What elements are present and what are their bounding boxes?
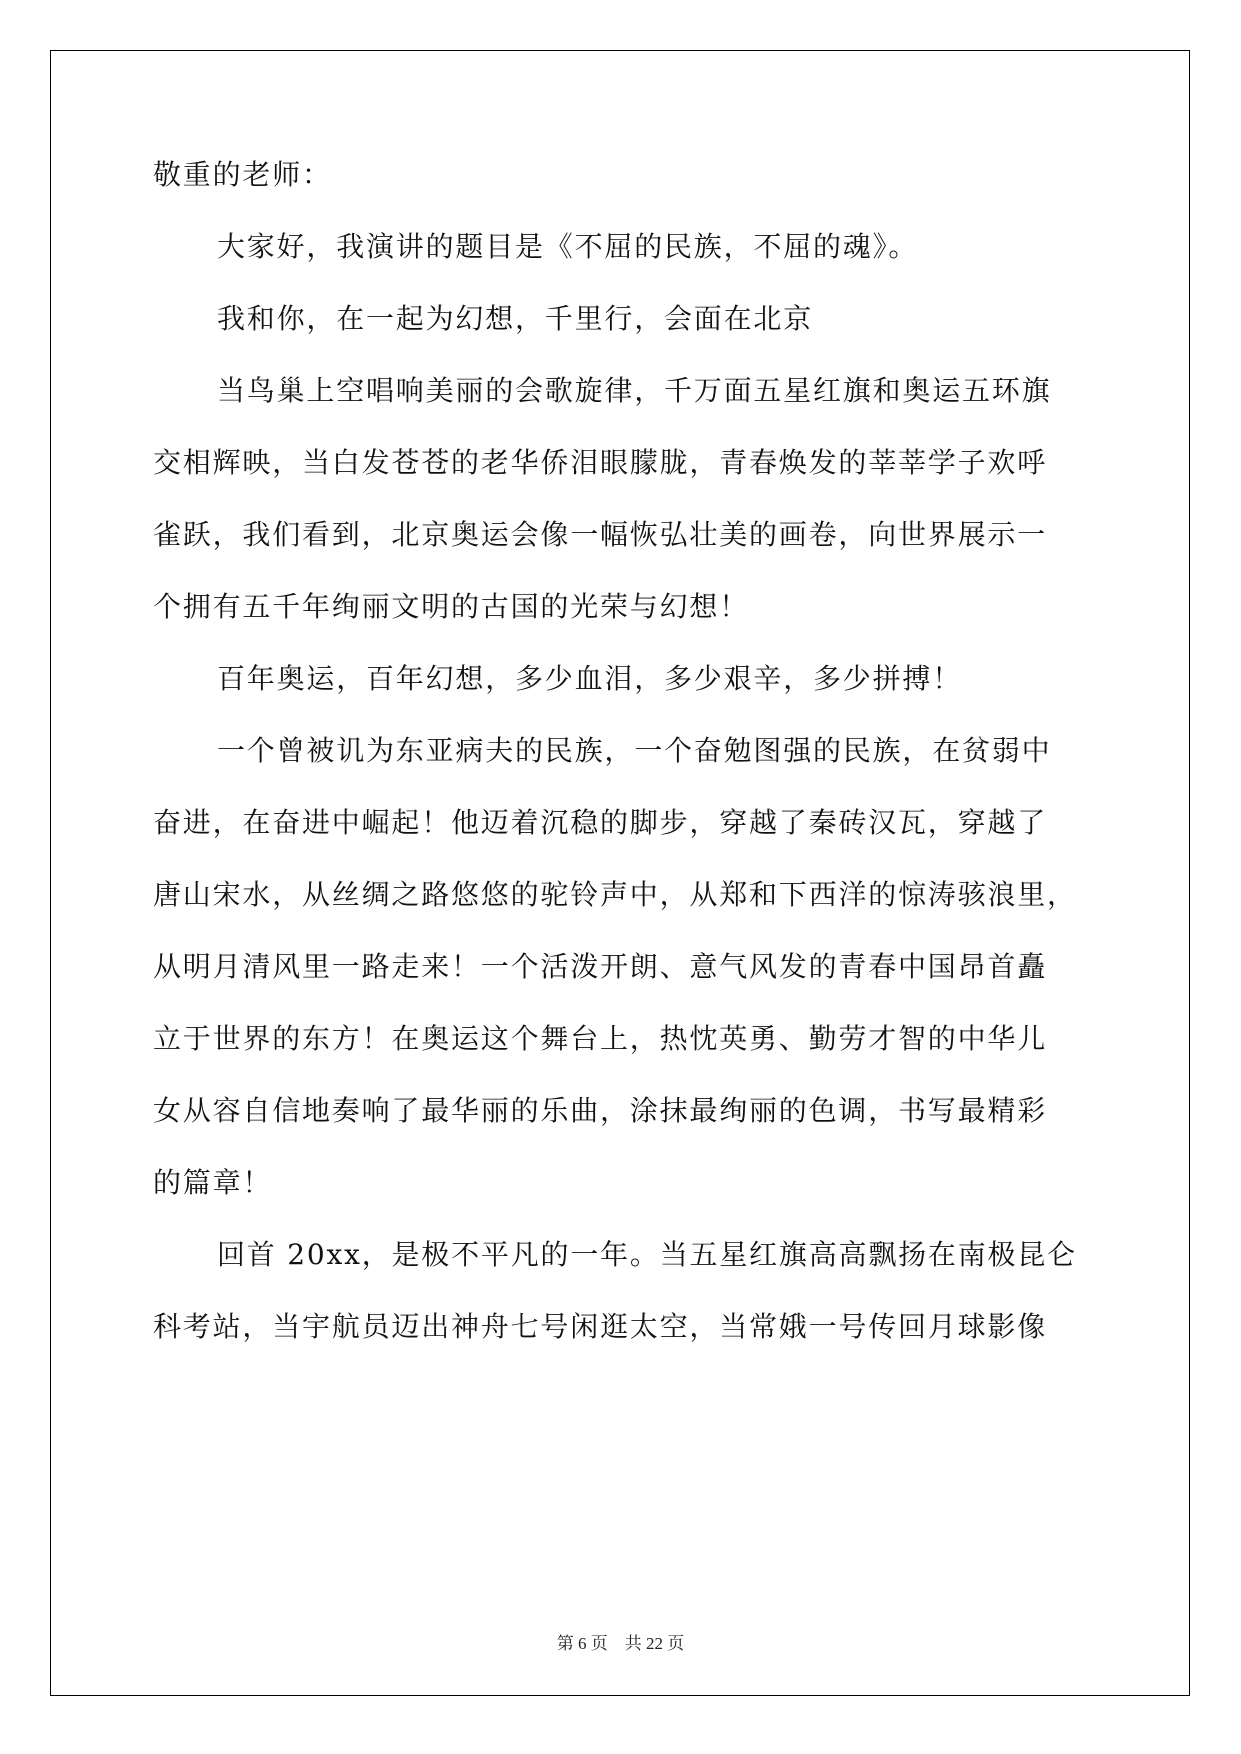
paragraph-line: 百年奥运，百年幻想，多少血泪，多少艰辛，多少拼搏！ [217, 662, 963, 695]
paragraph-line: 雀跃，我们看到，北京奥运会像一幅恢弘壮美的画卷，向世界展示一 [153, 518, 1048, 551]
paragraph-line: 一个曾被讥为东亚病夫的民族，一个奋勉图强的民族，在贫弱中 [217, 734, 1052, 767]
paragraph-line: 个拥有五千年绚丽文明的古国的光荣与幻想！ [153, 590, 750, 623]
page-number-footer: 第 6 页 共 22 页 [556, 1634, 685, 1653]
paragraph-line: 当鸟巢上空唱响美丽的会歌旋律，千万面五星红旗和奥运五环旗 [217, 374, 1052, 407]
paragraph-line: 大家好，我演讲的题目是《不屈的民族，不屈的魂》。 [217, 230, 919, 263]
paragraph-line: 立于世界的东方！在奥运这个舞台上，热忱英勇、勤劳才智的中华儿 [153, 1022, 1048, 1055]
paragraph-line: 交相辉映，当白发苍苍的老华侨泪眼朦胧，青春焕发的莘莘学子欢呼 [153, 446, 1048, 479]
paragraph-line: 唐山宋水，从丝绸之路悠悠的驼铃声中，从郑和下西洋的惊涛骇浪里， [153, 878, 1077, 911]
salutation-line: 敬重的老师： [153, 158, 332, 191]
paragraph-line: 我和你，在一起为幻想，千里行，会面在北京 [217, 302, 814, 335]
page-border [50, 50, 1190, 1696]
paragraph-line: 回首 20xx，是极不平凡的一年。当五星红旗高高飘扬在南极昆仑 [217, 1238, 1077, 1271]
paragraph-line: 科考站，当宇航员迈出神舟七号闲逛太空，当常娥一号传回月球影像 [153, 1310, 1048, 1343]
paragraph-line: 奋进，在奋进中崛起！他迈着沉稳的脚步，穿越了秦砖汉瓦，穿越了 [153, 806, 1048, 839]
paragraph-line: 从明月清风里一路走来！一个活泼开朗、意气风发的青春中国昂首矗 [153, 950, 1048, 983]
paragraph-line: 的篇章！ [153, 1166, 273, 1199]
paragraph-line: 女从容自信地奏响了最华丽的乐曲，涂抹最绚丽的色调，书写最精彩 [153, 1094, 1048, 1127]
